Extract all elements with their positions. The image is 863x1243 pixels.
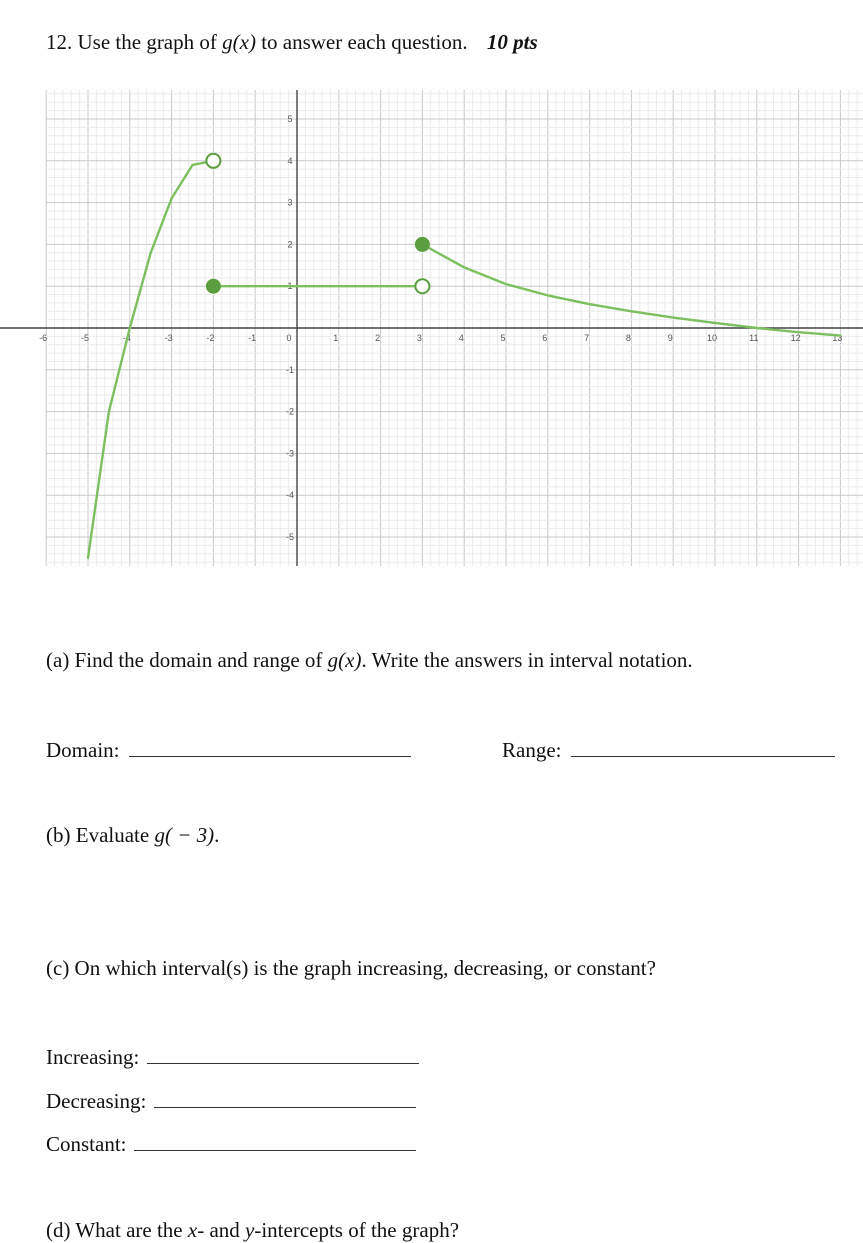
part-d-text: (d) What are the — [46, 1218, 183, 1242]
part-a-text: (a) Find the domain and range of — [46, 648, 323, 672]
x-tick-label: -4 — [122, 333, 131, 343]
part-d-question — [46, 1218, 459, 1243]
y-tick-label: -1 — [285, 364, 295, 375]
increasing-row — [46, 1043, 419, 1070]
part-d-y-var: y — [245, 1218, 255, 1242]
y-tick-label: 4 — [287, 155, 293, 166]
x-tick-label: -1 — [248, 333, 257, 343]
y-tick-label: -2 — [285, 406, 295, 417]
constant-label: Constant: — [46, 1132, 127, 1156]
question-number: 12. — [46, 30, 73, 54]
part-c-question: (c) On which interval(s) is the graph increasing, decreasing, or constant? — [46, 956, 656, 980]
x-tick-label: -2 — [206, 333, 215, 343]
part-d-x-var: x — [187, 1218, 198, 1242]
part-b-text-end: . — [214, 823, 220, 847]
decreasing-label: Decreasing: — [46, 1089, 147, 1113]
x-tick-label: 10 — [706, 333, 718, 343]
y-tick-label: 3 — [287, 197, 293, 208]
part-b-expression: g( − 3) — [154, 823, 215, 847]
x-tick-label: 7 — [584, 333, 590, 343]
x-tick-label: 2 — [375, 333, 381, 343]
part-b-text: (b) Evaluate — [46, 823, 150, 847]
part-b-question — [46, 823, 219, 848]
question-text-end: to answer each question. — [261, 30, 468, 54]
closed-endpoint — [206, 279, 220, 293]
part-a-func: g(x) — [327, 648, 362, 672]
constant-row — [46, 1130, 416, 1157]
x-tick-label: -3 — [164, 333, 173, 343]
range-label: Range: — [502, 738, 562, 762]
open-endpoint — [206, 154, 220, 168]
y-tick-label: 2 — [287, 239, 293, 250]
x-tick-label: 9 — [667, 333, 673, 343]
x-tick-label: 1 — [333, 333, 339, 343]
endpoints — [206, 154, 429, 293]
y-tick-label: 5 — [287, 114, 293, 124]
y-tick-label: -5 — [285, 532, 295, 542]
range-answer-blank[interactable] — [571, 736, 835, 757]
domain-label: Domain: — [46, 738, 120, 762]
x-tick-label: -5 — [80, 333, 90, 343]
decreasing-row — [46, 1087, 416, 1114]
part-a-question — [46, 648, 693, 673]
part-d-text-end: -intercepts of the graph? — [254, 1218, 460, 1242]
x-tick-label: 12 — [790, 333, 801, 343]
x-tick-label: 13 — [832, 333, 843, 343]
x-tick-label: 8 — [625, 333, 631, 343]
decreasing-answer-blank[interactable] — [154, 1087, 416, 1108]
constant-answer-blank[interactable] — [134, 1130, 416, 1151]
x-tick-label: 4 — [458, 333, 464, 343]
x-tick-label: 6 — [542, 333, 548, 343]
x-tick-label: 0 — [286, 333, 292, 343]
increasing-label: Increasing: — [46, 1045, 140, 1069]
function-graph — [0, 88, 863, 608]
open-endpoint — [415, 279, 429, 293]
points-value: 10 pts — [486, 30, 538, 54]
closed-endpoint — [415, 237, 429, 251]
y-tick-label: 1 — [287, 281, 293, 292]
x-tick-label: 11 — [749, 333, 759, 343]
domain-row — [46, 736, 411, 763]
x-tick-label: 5 — [500, 333, 506, 343]
part-d-text-mid: - and — [197, 1218, 240, 1242]
series-left-curve — [88, 161, 213, 558]
domain-answer-blank[interactable] — [129, 736, 411, 757]
question-text: Use the graph of — [77, 30, 217, 54]
y-tick-label: -4 — [285, 490, 295, 501]
function-name: g(x) — [222, 30, 256, 54]
increasing-answer-blank[interactable] — [147, 1043, 419, 1064]
part-a-text-end: . Write the answers in interval notation. — [361, 648, 693, 672]
y-tick-label: -3 — [285, 448, 295, 459]
range-row — [502, 736, 835, 763]
question-title — [46, 30, 538, 55]
x-tick-label: 3 — [416, 333, 422, 343]
x-tick-label: -6 — [39, 333, 48, 343]
